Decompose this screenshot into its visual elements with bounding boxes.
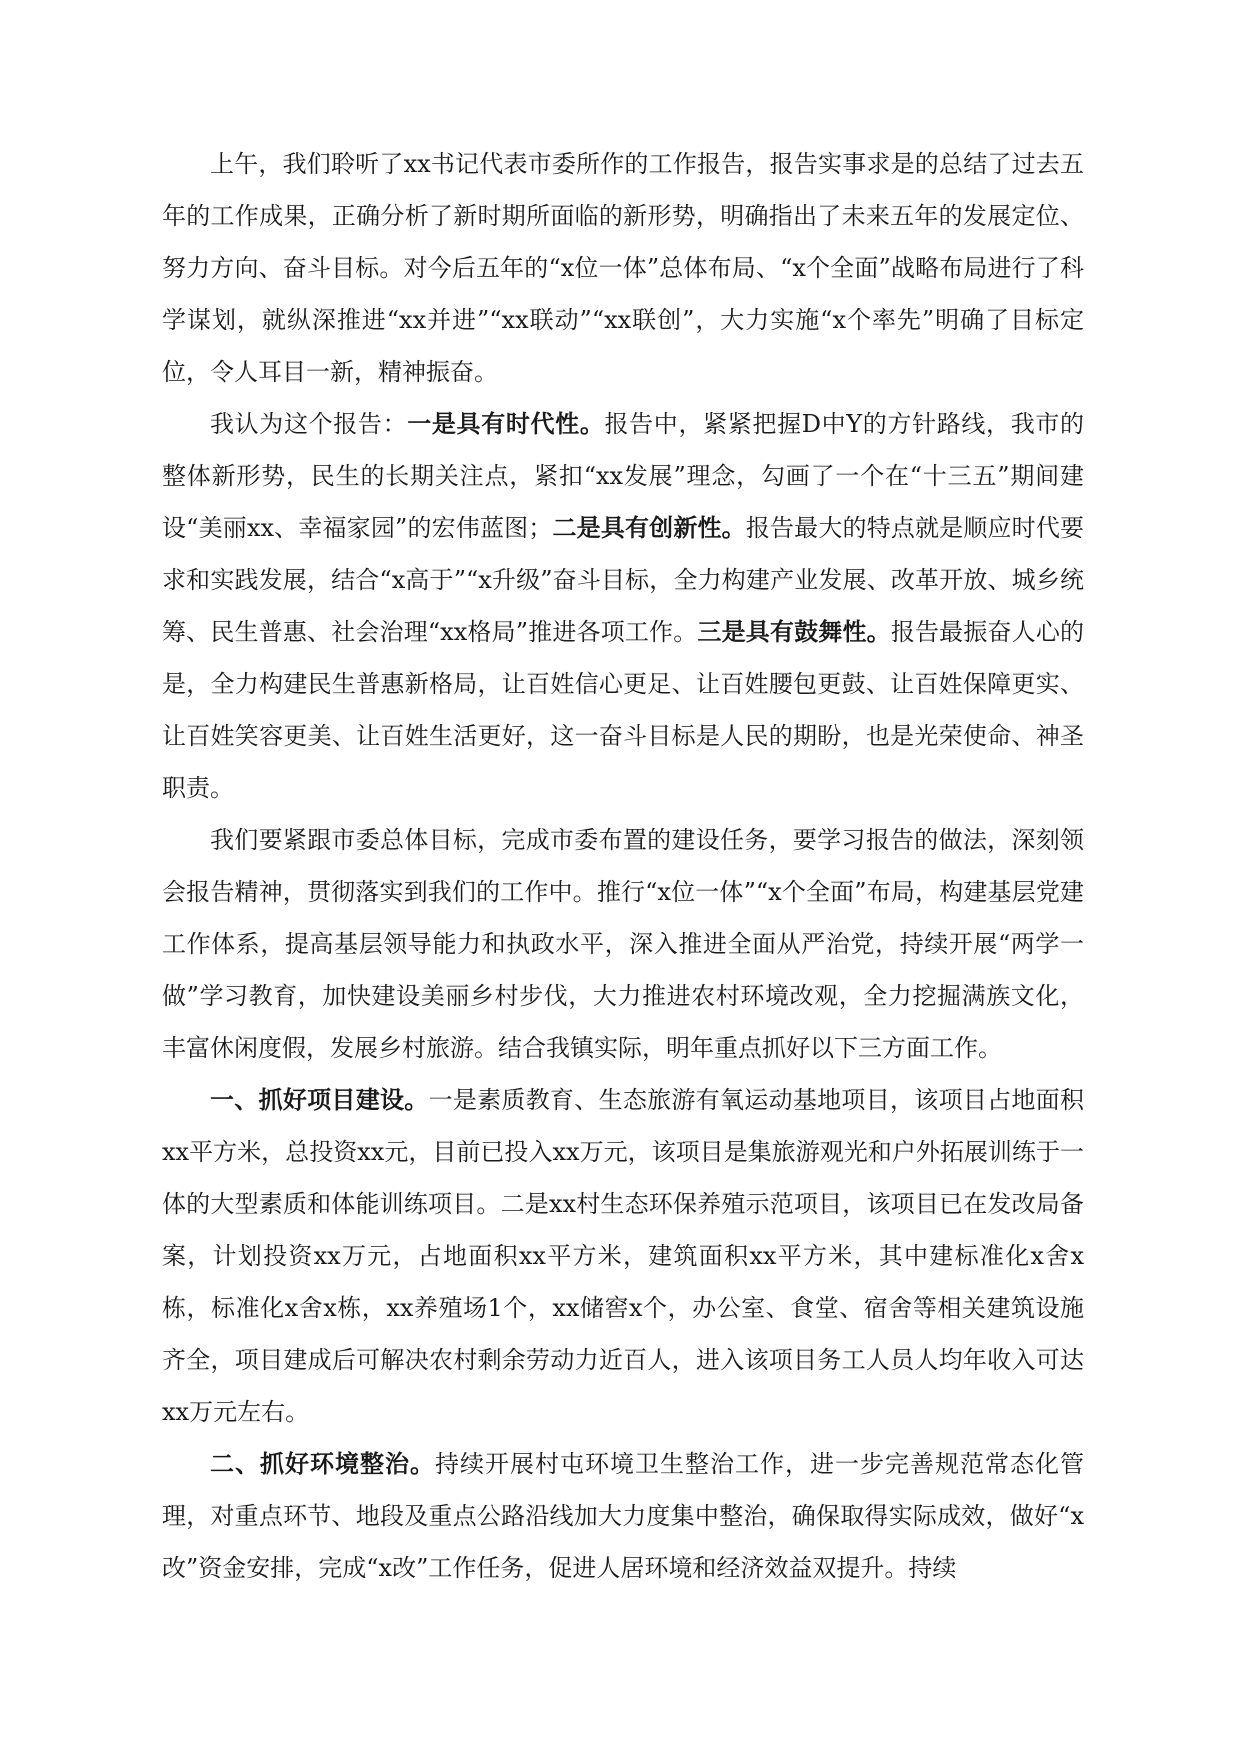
paragraph-5-text: 持续开展村屯环境卫生整治工作，进一步完善规范常态化管理，对重点环节、地段及重点公路沿线加大力度集中整治，确保取得实际成效，做好“x改”资金安排，完成“x改”工作任务，促进人居环境和经济效益双提升。持续 <box>162 1450 1084 1582</box>
paragraph-5 <box>162 1438 1084 1594</box>
section-heading-project: 一、抓好项目建设。 <box>210 1085 429 1114</box>
paragraph-2-heading-2: 二是具有创新性。 <box>552 513 746 542</box>
paragraph-4 <box>162 1074 1084 1438</box>
paragraph-3 <box>162 814 1084 1074</box>
paragraph-2-intro: 我认为这个报告： <box>210 410 408 438</box>
paragraph-1 <box>162 138 1084 398</box>
paragraph-4-text: 一是素质教育、生态旅游有氧运动基地项目，该项目占地面积xx平方米，总投资xx元，目前已投入xx万元，该项目是集旅游观光和户外拓展训练于一体的大型素质和体能训练项目。二是xx村生态环保养殖示范项目，该项目已在发改局备案，计划投资xx万元，占地面积xx平方米，建筑面积xx平方米，其中建标准化x舍x栋，标准化x舍x栋，xx养殖场1个，xx储窖x个，办公室、食堂、宿舍等相关建筑设施齐全，项目建成后可解决农村剩余劳动力近百人，进入该项目务工人员人均年收入可达xx万元左右。 <box>162 1086 1085 1426</box>
paragraph-2-heading-1: 一是具有时代性。 <box>407 409 605 438</box>
paragraph-2-text-3: 报告最振奋人心的是，全力构建民生普惠新格局，让百姓信心更足、让百姓腰包更鼓、让百姓保障更实、让百姓笑容更美、让百姓生活更好，这一奋斗目标是人民的期盼，也是光荣使命、神圣职责。 <box>162 618 1085 802</box>
document-body <box>162 138 1084 1594</box>
paragraph-1-text: 上午，我们聆听了xx书记代表市委所作的工作报告，报告实事求是的总结了过去五年的工作成果，正确分析了新时期所面临的新形势，明确指出了未来五年的发展定位、努力方向、奋斗目标。对今后五年的“x位一体”总体布局、“x个全面”战略布局进行了科学谋划，就纵深推进“xx并进”“xx联动”“xx联创”，大力实施“x个率先”明确了目标定位，令人耳目一新，精神振奋。 <box>162 150 1084 386</box>
paragraph-2-heading-3: 三是具有鼓舞性。 <box>697 617 891 646</box>
paragraph-2 <box>162 398 1084 814</box>
section-heading-environment: 二、抓好环境整治。 <box>210 1449 435 1478</box>
paragraph-3-text: 我们要紧跟市委总体目标，完成市委布置的建设任务，要学习报告的做法，深刻领会报告精神，贯彻落实到我们的工作中。推行“x位一体”“x个全面”布局，构建基层党建工作体系，提高基层领导能力和执政水平，深入推进全面从严治党，持续开展“两学一做”学习教育，加快建设美丽乡村步伐，大力推进农村环境改观，全力挖掘满族文化，丰富休闲度假，发展乡村旅游。结合我镇实际，明年重点抓好以下三方面工作。 <box>162 826 1084 1062</box>
paragraph-2-text-1: 报告中，紧紧把握D中Y的方针路线，我市的整体新形势，民生的长期关注点，紧扣“xx发展”理念，勾画了一个在“十三五”期间建设“美丽xx、幸福家园”的宏伟蓝图； <box>162 410 1085 542</box>
paragraph-2-text-2: 报告最大的特点就是顺应时代要求和实践发展，结合“x高于”“x升级”奋斗目标，全力构建产业发展、改革开放、城乡统筹、民生普惠、社会治理“xx格局”推进各项工作。 <box>162 514 1085 646</box>
